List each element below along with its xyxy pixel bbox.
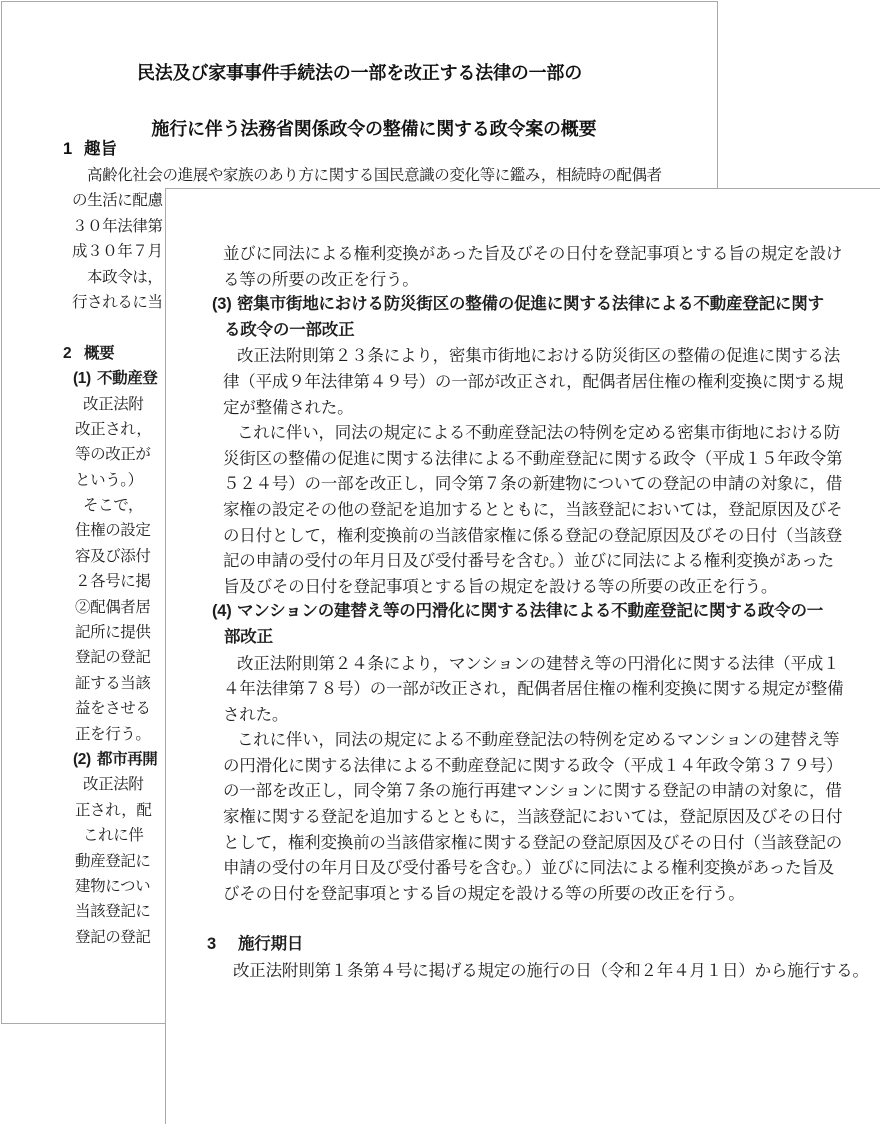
document-title-line2: 施行に伴う法務省関係政令の整備に関する政令案の概要 [151, 119, 597, 139]
text-line: 益をさせる [75, 700, 151, 718]
text-line: の日付として，権利変換前の当該借家権に係る登記の登記原因及びその日付（当該登 [223, 525, 843, 545]
item-heading-line: る政令の一部改正 [224, 320, 355, 339]
text-line: 高齢化社会の進展や家族のあり方に関する国民意識の変化等に鑑み，相続時の配偶者 [87, 167, 662, 184]
text-line: ②配偶者居 [75, 598, 151, 616]
text-line: という。） [75, 471, 143, 489]
text-line: 動産登記に [75, 852, 151, 870]
text-line: 律（平成９年法律第４９号）の一部が改正され，配偶者居住権の権利変換に関する規 [223, 371, 844, 391]
text-line: 記の申請の受付の年月日及び受付番号を含む。）並びに同法による権利変換があった [223, 551, 834, 571]
item-number: (2) [73, 750, 91, 768]
text-line: 改正法附則第１条第４号に掲げる規定の施行の日（令和２年４月１日）から施行する。 [233, 960, 869, 980]
text-line: ４年法律第７８号）の一部が改正され，配偶者居住権の権利変換に関する規定が整備 [223, 679, 844, 699]
text-line: 成３０年７月 [72, 243, 163, 261]
section-label: 趣旨 [84, 140, 117, 158]
item-number: 2 [63, 344, 72, 362]
text-line: 本政令は， [87, 268, 163, 286]
text-line: 行されるに当 [72, 293, 163, 311]
text-line: 定が整備された。 [223, 397, 354, 417]
text-line: として，権利変換前の当該借家権に関する登記の登記原因及びその日付（当該登記の [223, 832, 843, 852]
item-heading-line: (3) 密集市街地における防災街区の整備の促進に関する法律による不動産登記に関す [212, 292, 880, 318]
text-line: の一部を改正し，同令第７条の施行再建マンションに関する登記の申請の対象に，借 [223, 781, 842, 801]
item-number: (3) [212, 295, 232, 314]
section-number: 1 [63, 140, 73, 158]
text-line: 旨及びその日付を登記事項とする旨の規定を設ける等の所要の改正を行う。 [223, 576, 778, 596]
text-line: ５２４号）の一部を改正し，同令第７条の新建物についての登記の申請の対象に，借 [223, 474, 843, 494]
text-line: ２各号に掲 [75, 573, 151, 591]
text-line: る等の所要の改正を行う。 [223, 269, 419, 289]
text-line: の円滑化に関する法律による不動産登記に関する政令（平成１４年政令第３７９号） [223, 755, 843, 775]
text-line: ３０年法律第 [72, 217, 163, 235]
text-line: これに伴 [83, 827, 144, 845]
text-line: 改正法附則第２３条により，密集市街地における防災街区の整備の促進に関する法 [237, 346, 841, 366]
item-heading-line: 部改正 [224, 627, 273, 646]
item-number: (1) [73, 370, 91, 388]
text-line: 並びに同法による権利変換があった旨及びその日付を登記事項とする旨の規定を設け [223, 244, 843, 263]
text-line: びその日付を登記事項とする旨の規定を設ける等の所要の改正を行う。 [223, 883, 745, 903]
text-line: 正を行う。 [75, 725, 151, 743]
page-2-text-block [166, 241, 880, 983]
text-line: 家権に関する登記を追加するとともに，当該登記においては，登記原因及びその日付 [223, 807, 843, 827]
text-line: 災街区の整備の促進に関する法律による不動産登記に関する政令（平成１５年政令第 [223, 448, 843, 468]
section-heading: 3 施行期日 [207, 932, 880, 958]
item-number: (4) [212, 602, 232, 621]
text-line: これに伴い，同法の規定による不動産登記法の特例を定める密集市街地における防 [237, 423, 841, 443]
text-line: 改正され， [75, 420, 152, 438]
text-line: の生活に配慮 [72, 192, 163, 210]
item-heading-line: (1) 不動産登 [73, 366, 717, 391]
text-line: 登記の登記 [75, 928, 151, 946]
item-heading-line: (2) 都市再開 [73, 747, 717, 772]
text-line: 改正法附 [83, 395, 144, 413]
text-line: 証する当該 [75, 674, 151, 692]
text-line: 家権の設定その他の登記を追加するとともに，当該登記においては，登記原因及びそ [223, 499, 843, 519]
text-line: 住権の設定 [75, 522, 151, 540]
text-line: 記所に提供 [75, 624, 151, 642]
section-heading: 2 概要 [63, 341, 717, 366]
document-page-2 [165, 188, 880, 1124]
text-line: 改正法附 [83, 776, 144, 794]
text-line: された。 [223, 704, 289, 724]
document-title-line1: 民法及び家事事件手続法の一部を改正する法律の一部の [137, 63, 582, 83]
text-line: 容及び添付 [75, 547, 151, 565]
text-line: 申請の受付の年月日及び受付番号を含む。）並びに同法による権利変換があった旨及 [223, 858, 834, 878]
text-line: 等の改正が [75, 446, 151, 464]
item-number: 3 [207, 935, 216, 954]
text-line: これに伴い，同法の規定による不動産登記法の特例を定めるマンションの建替え等 [237, 730, 840, 750]
text-line [166, 906, 880, 932]
section-heading-shushi [63, 137, 117, 162]
text-line: 建物につい [75, 877, 151, 895]
item-heading-line: (4) マンションの建替え等の円滑化に関する法律による不動産登記に関する政令の一 [212, 599, 880, 625]
text-line: 正され，配 [75, 801, 152, 819]
text-line: そこで， [83, 497, 144, 515]
text-line: 登記の登記 [75, 649, 151, 667]
text-line: 改正法附則第２４条により，マンションの建替え等の円滑化に関する法律（平成１ [237, 653, 840, 673]
text-line: 当該登記に [75, 903, 151, 921]
